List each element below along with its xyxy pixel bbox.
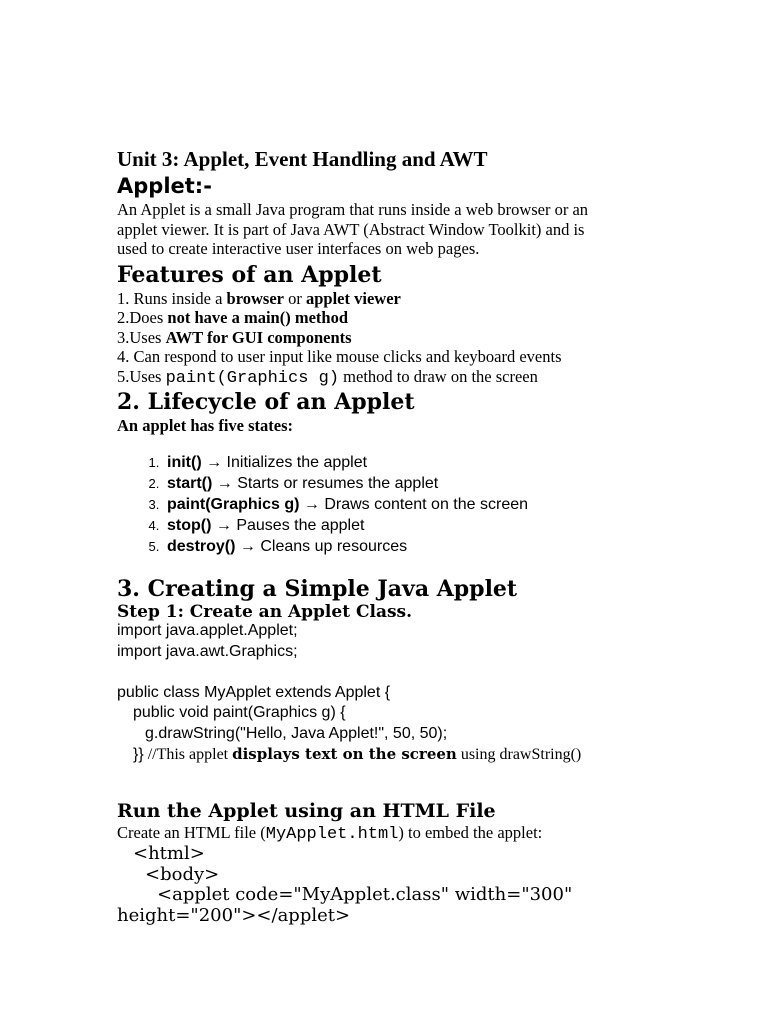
run-intro xyxy=(117,823,737,845)
code-comment: //This applet xyxy=(143,746,233,763)
state-item xyxy=(163,515,737,536)
feature-bold: browser xyxy=(226,288,284,308)
run-intro-text: ) to embed the applet: xyxy=(398,822,543,842)
code-line: public class MyApplet extends Applet { xyxy=(117,683,391,701)
blank-line xyxy=(117,662,737,683)
code-line xyxy=(117,744,737,766)
lifecycle-intro: An applet has five states: xyxy=(117,416,293,435)
unit-title: Unit 3: Applet, Event Handling and AWT xyxy=(117,147,488,171)
code-line: import java.applet.Applet; xyxy=(117,622,298,639)
code-block xyxy=(117,621,737,766)
feature-bold: not have a main() method xyxy=(167,308,349,327)
code-close-braces: }} xyxy=(133,746,144,763)
state-name: destroy() xyxy=(167,538,236,555)
state-desc: → Draws content on the screen xyxy=(299,496,529,513)
feature-text: 2.Does xyxy=(117,308,168,327)
html-line: <html> xyxy=(133,843,205,864)
document-page xyxy=(117,146,737,926)
code-comment: using drawString() xyxy=(456,746,582,763)
intro-line: An Applet is a small Java program that runs inside a web browser or an xyxy=(117,200,589,219)
step1-title: Step 1: Create an Applet Class. xyxy=(117,602,413,622)
feature-text: or xyxy=(283,288,306,308)
state-name: init() xyxy=(167,454,202,471)
state-desc: → Cleans up resources xyxy=(235,538,408,555)
run-intro-code: MyApplet.html xyxy=(265,824,399,844)
feature-text: 1. Runs inside a xyxy=(117,288,227,308)
run-intro-text: Create an HTML file ( xyxy=(117,822,266,842)
feature-bold: applet viewer xyxy=(305,288,401,308)
state-name: paint(Graphics g) xyxy=(167,496,300,513)
feature-item: 4. Can respond to user input like mouse clicks and keyboard events xyxy=(117,347,562,366)
state-desc: → Starts or resumes the applet xyxy=(212,475,439,492)
feature-bold: AWT for GUI components xyxy=(165,327,352,347)
features-heading: Features of an Applet xyxy=(117,261,382,288)
state-item xyxy=(163,536,737,557)
state-item xyxy=(163,452,737,473)
html-line: <body> xyxy=(145,863,220,885)
applet-intro-paragraph xyxy=(117,200,737,259)
lifecycle-heading: 2. Lifecycle of an Applet xyxy=(117,389,415,415)
state-name: stop() xyxy=(167,517,212,534)
code-line: import java.awt.Graphics; xyxy=(117,642,298,660)
run-heading: Run the Applet using an HTML File xyxy=(117,799,496,822)
html-line: height="200"></applet> xyxy=(117,904,351,926)
creating-heading: 3. Creating a Simple Java Applet xyxy=(117,576,518,602)
feature-item xyxy=(117,289,737,309)
code-line: public void paint(Graphics g) { xyxy=(133,704,346,721)
feature-item xyxy=(117,328,737,348)
intro-line: used to create interactive user interfaces on web pages. xyxy=(117,239,480,258)
feature-text: 5.Uses xyxy=(117,366,166,386)
features-list xyxy=(117,289,737,389)
feature-item xyxy=(117,308,737,328)
lifecycle-states-list xyxy=(117,452,737,557)
code-line: g.drawString("Hello, Java Applet!", 50, 50); xyxy=(145,724,448,742)
feature-item xyxy=(117,367,737,389)
state-item xyxy=(163,473,737,494)
state-item xyxy=(163,494,737,515)
code-comment-bold: displays text on the screen xyxy=(232,745,457,763)
state-desc: → Pauses the applet xyxy=(211,517,365,534)
html-line: <applet code="MyApplet.class" width="300" xyxy=(157,884,573,905)
applet-heading: Applet:- xyxy=(117,174,212,198)
feature-text: method to draw on the screen xyxy=(339,366,538,386)
html-snippet xyxy=(117,844,737,926)
state-desc: → Initializes the applet xyxy=(201,454,368,471)
state-name: start() xyxy=(167,475,213,492)
intro-line: applet viewer. It is part of Java AWT (Abstract Window Toolkit) and is xyxy=(117,219,585,239)
feature-code: paint(Graphics g) xyxy=(165,368,340,388)
feature-text: 3.Uses xyxy=(117,327,166,347)
